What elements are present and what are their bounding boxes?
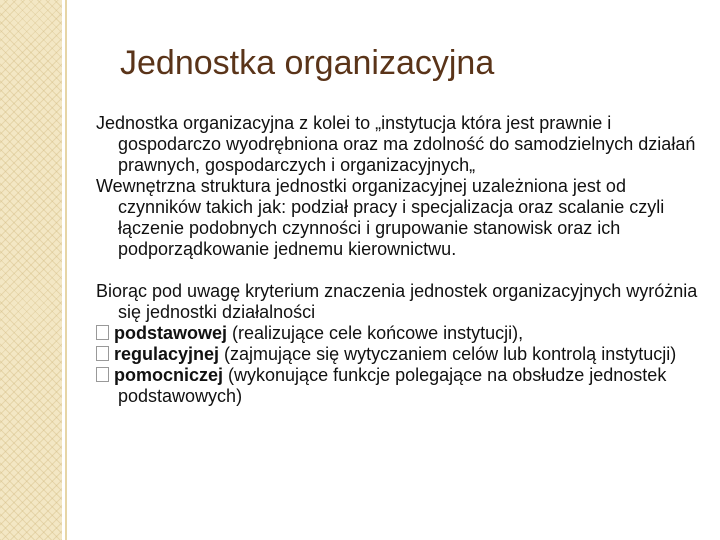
term-description: (zajmujące się wytyczaniem celów lub kontrolą instytucji) xyxy=(219,344,677,364)
decorative-side-strip xyxy=(0,0,62,540)
paragraph-structure: Wewnętrzna struktura jednostki organizacyjnej uzależniona jest od czynników takich jak: podział pracy i specjalizacja oraz scalanie czyli łączenie podobnych czynności i grupowanie stanowisk oraz ich podporządkowanie jednemu kierownictwu. xyxy=(96,176,665,259)
term-description: (wykonujące funkcje polegające na obsłudze jednostek podstawowych) xyxy=(118,365,667,406)
slide-body xyxy=(96,113,708,407)
checkbox-bullet-icon xyxy=(96,367,109,382)
paragraph-definition: Jednostka organizacyjna z kolei to „instytucja która jest prawnie i gospodarczo wyodrębniona oraz ma zdolność do samodzielnych działań prawnych, gospodarczych i organizacyjnych„ xyxy=(96,113,696,175)
slide-title: Jednostka organizacyjna xyxy=(120,44,495,82)
term-label: podstawowej xyxy=(114,323,228,343)
checkbox-bullet-icon xyxy=(96,346,109,361)
spacer xyxy=(96,260,708,281)
decorative-divider xyxy=(65,0,67,540)
checkbox-bullet-icon xyxy=(96,325,109,340)
term-description: (realizujące cele końcowe instytucji), xyxy=(227,323,524,343)
term-label: regulacyjnej xyxy=(114,344,220,364)
term-label: pomocniczej xyxy=(114,365,224,385)
list-item-podstawowej xyxy=(96,323,708,344)
list-item-regulacyjnej xyxy=(96,344,708,365)
list-item-pomocniczej xyxy=(96,365,708,407)
paragraph-criterion: Biorąc pod uwagę kryterium znaczenia jednostek organizacyjnych wyróżnia się jednostki działalności xyxy=(96,281,698,322)
